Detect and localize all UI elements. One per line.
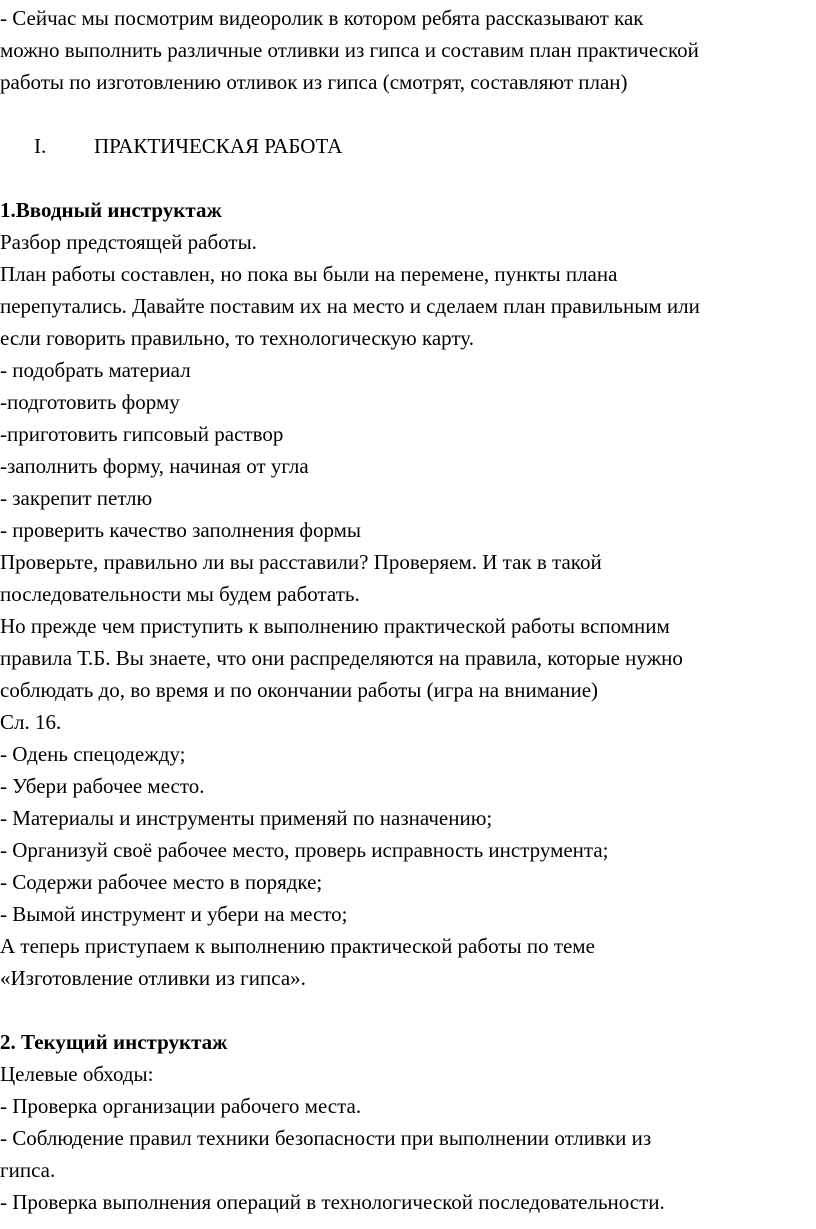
list-item: - Одень спецодежду; (0, 742, 186, 766)
list-item: гипса. (0, 1158, 56, 1182)
intro-line: - Сейчас мы посмотрим видеоролик в котором ребята рассказывают как (0, 6, 644, 30)
paragraph-line: А теперь приступаем к выполнению практической работы по теме (0, 934, 595, 958)
paragraph-line: Но прежде чем приступить к выполнению практической работы вспомним (0, 614, 670, 638)
list-item: - Содержи рабочее место в порядке; (0, 870, 323, 894)
paragraph-line: Проверьте, правильно ли вы расставили? Проверяем. И так в такой (0, 550, 602, 574)
paragraph-line: если говорить правильно, то технологическую карту. (0, 326, 474, 350)
intro-line: работы по изготовлению отливок из гипса (смотрят, составляют план) (0, 70, 628, 94)
list-item: - Организуй своё рабочее место, проверь исправность инструмента; (0, 838, 609, 862)
paragraph-line: Целевые обходы: (0, 1062, 154, 1086)
paragraph-line: правила Т.Б. Вы знаете, что они распределяются на правила, которые нужно (0, 646, 683, 670)
paragraph-line: соблюдать до, во время и по окончании работы (игра на внимание) (0, 678, 599, 702)
intro-line: можно выполнить различные отливки из гипса и составим план практической (0, 38, 699, 62)
list-item: - проверить качество заполнения формы (0, 518, 362, 542)
list-item: - Проверка выполнения операций в технологической последовательности. (0, 1190, 665, 1214)
section-number: I. (34, 134, 47, 158)
list-item: - подобрать материал (0, 358, 191, 382)
list-item: - Вымой инструмент и убери на место; (0, 902, 348, 926)
list-item: -приготовить гипсовый раствор (0, 422, 284, 446)
list-item: -заполнить форму, начиная от угла (0, 454, 309, 478)
paragraph-line: План работы составлен, но пока вы были на перемене, пункты плана (0, 262, 618, 286)
list-item: - Проверка организации рабочего места. (0, 1094, 362, 1118)
paragraph-line: перепутались. Давайте поставим их на место и сделаем план правильным или (0, 294, 700, 318)
paragraph-line: Разбор предстоящей работы. (0, 230, 257, 254)
list-item: - Материалы и инструменты применяй по назначению; (0, 806, 493, 830)
part2-heading: 2. Текущий инструктаж (0, 1030, 228, 1054)
part1-heading: 1.Вводный инструктаж (0, 198, 222, 222)
paragraph-line: «Изготовление отливки из гипса». (0, 966, 306, 990)
slide-reference: Сл. 16. (0, 710, 62, 734)
list-item: - закрепит петлю (0, 486, 153, 510)
list-item: - Соблюдение правил техники безопасности при выполнении отливки из (0, 1126, 652, 1150)
paragraph-line: последовательности мы будем работать. (0, 582, 360, 606)
section-title: ПРАКТИЧЕСКАЯ РАБОТА (94, 134, 343, 158)
list-item: - Убери рабочее место. (0, 774, 205, 798)
list-item: -подготовить форму (0, 390, 180, 414)
